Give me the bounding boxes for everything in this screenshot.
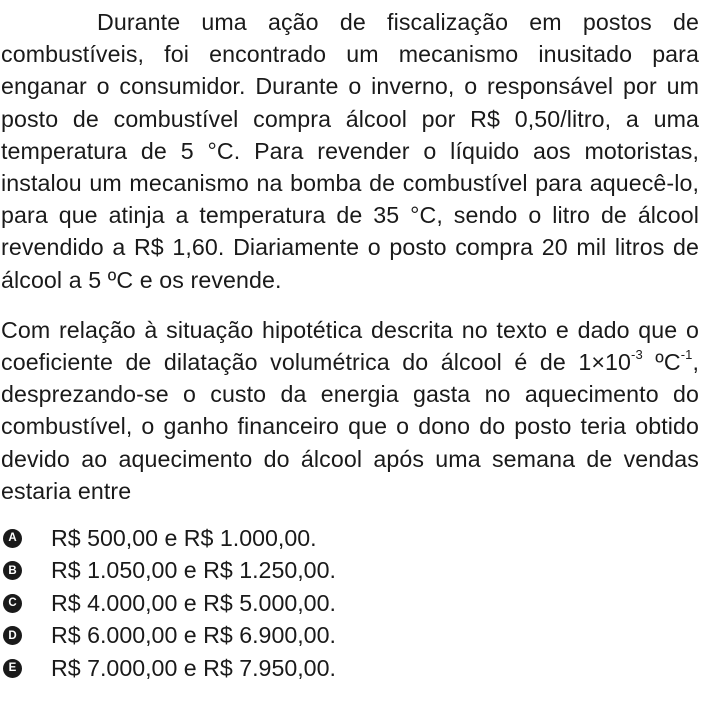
option-e[interactable] <box>1 652 699 685</box>
question-paragraph-2-start: Com relação à situação hipotética descrita no texto e dado que o coeficiente de dilatação volumétrica do álcool é de 1×10 <box>1 316 699 376</box>
exponent-minus-1: -1 <box>680 347 693 363</box>
question-paragraph-2-end: , desprezando-se o custo da energia gasta no aquecimento do combustível, o ganho financeiro que o dono do posto teria obtido devido ao aquecimento do álcool após uma semana de vendas estaria entre <box>1 349 699 504</box>
option-b-text: R$ 1.050,00 e R$ 1.250,00. <box>51 557 336 584</box>
option-c-letter-icon: C <box>3 594 22 613</box>
option-e-text: R$ 7.000,00 e R$ 7.950,00. <box>51 654 336 681</box>
option-d-text: R$ 6.000,00 e R$ 6.900,00. <box>51 622 336 649</box>
question-paragraph-1: Durante uma ação de fiscalização em postos de combustíveis, foi encontrado um mecanismo inusitado para enganar o consumidor. Durante o inverno, o responsável por um posto de combustível compra álcool por R$ 0,50/litro, a uma temperatura de 5 °C. Para revender o líquido aos motoristas, instalou um mecanismo na bomba de combustível para aquecê-lo, para que atinja a temperatura de 35 °C, sendo o litro de álcool revendido a R$ 1,60. Diariamente o posto compra 20 mil litros de álcool a 5 ºC e os revende. <box>1 9 699 293</box>
option-d-letter-icon: D <box>3 626 22 645</box>
option-b[interactable] <box>1 555 699 588</box>
option-c-text: R$ 4.000,00 e R$ 5.000,00. <box>51 589 336 616</box>
option-b-letter-icon: B <box>3 561 22 580</box>
option-c[interactable] <box>1 587 699 620</box>
option-a-letter-icon: A <box>3 529 22 548</box>
answer-options <box>1 522 699 685</box>
exponent-minus-3: -3 <box>631 347 643 363</box>
option-d[interactable] <box>1 620 699 653</box>
option-a[interactable] <box>1 522 699 555</box>
option-e-letter-icon: E <box>3 659 22 678</box>
option-a-text: R$ 500,00 e R$ 1.000,00. <box>51 524 317 551</box>
unit-degree-celsius: ºC <box>642 349 681 376</box>
question-paragraph-2 <box>1 314 699 507</box>
